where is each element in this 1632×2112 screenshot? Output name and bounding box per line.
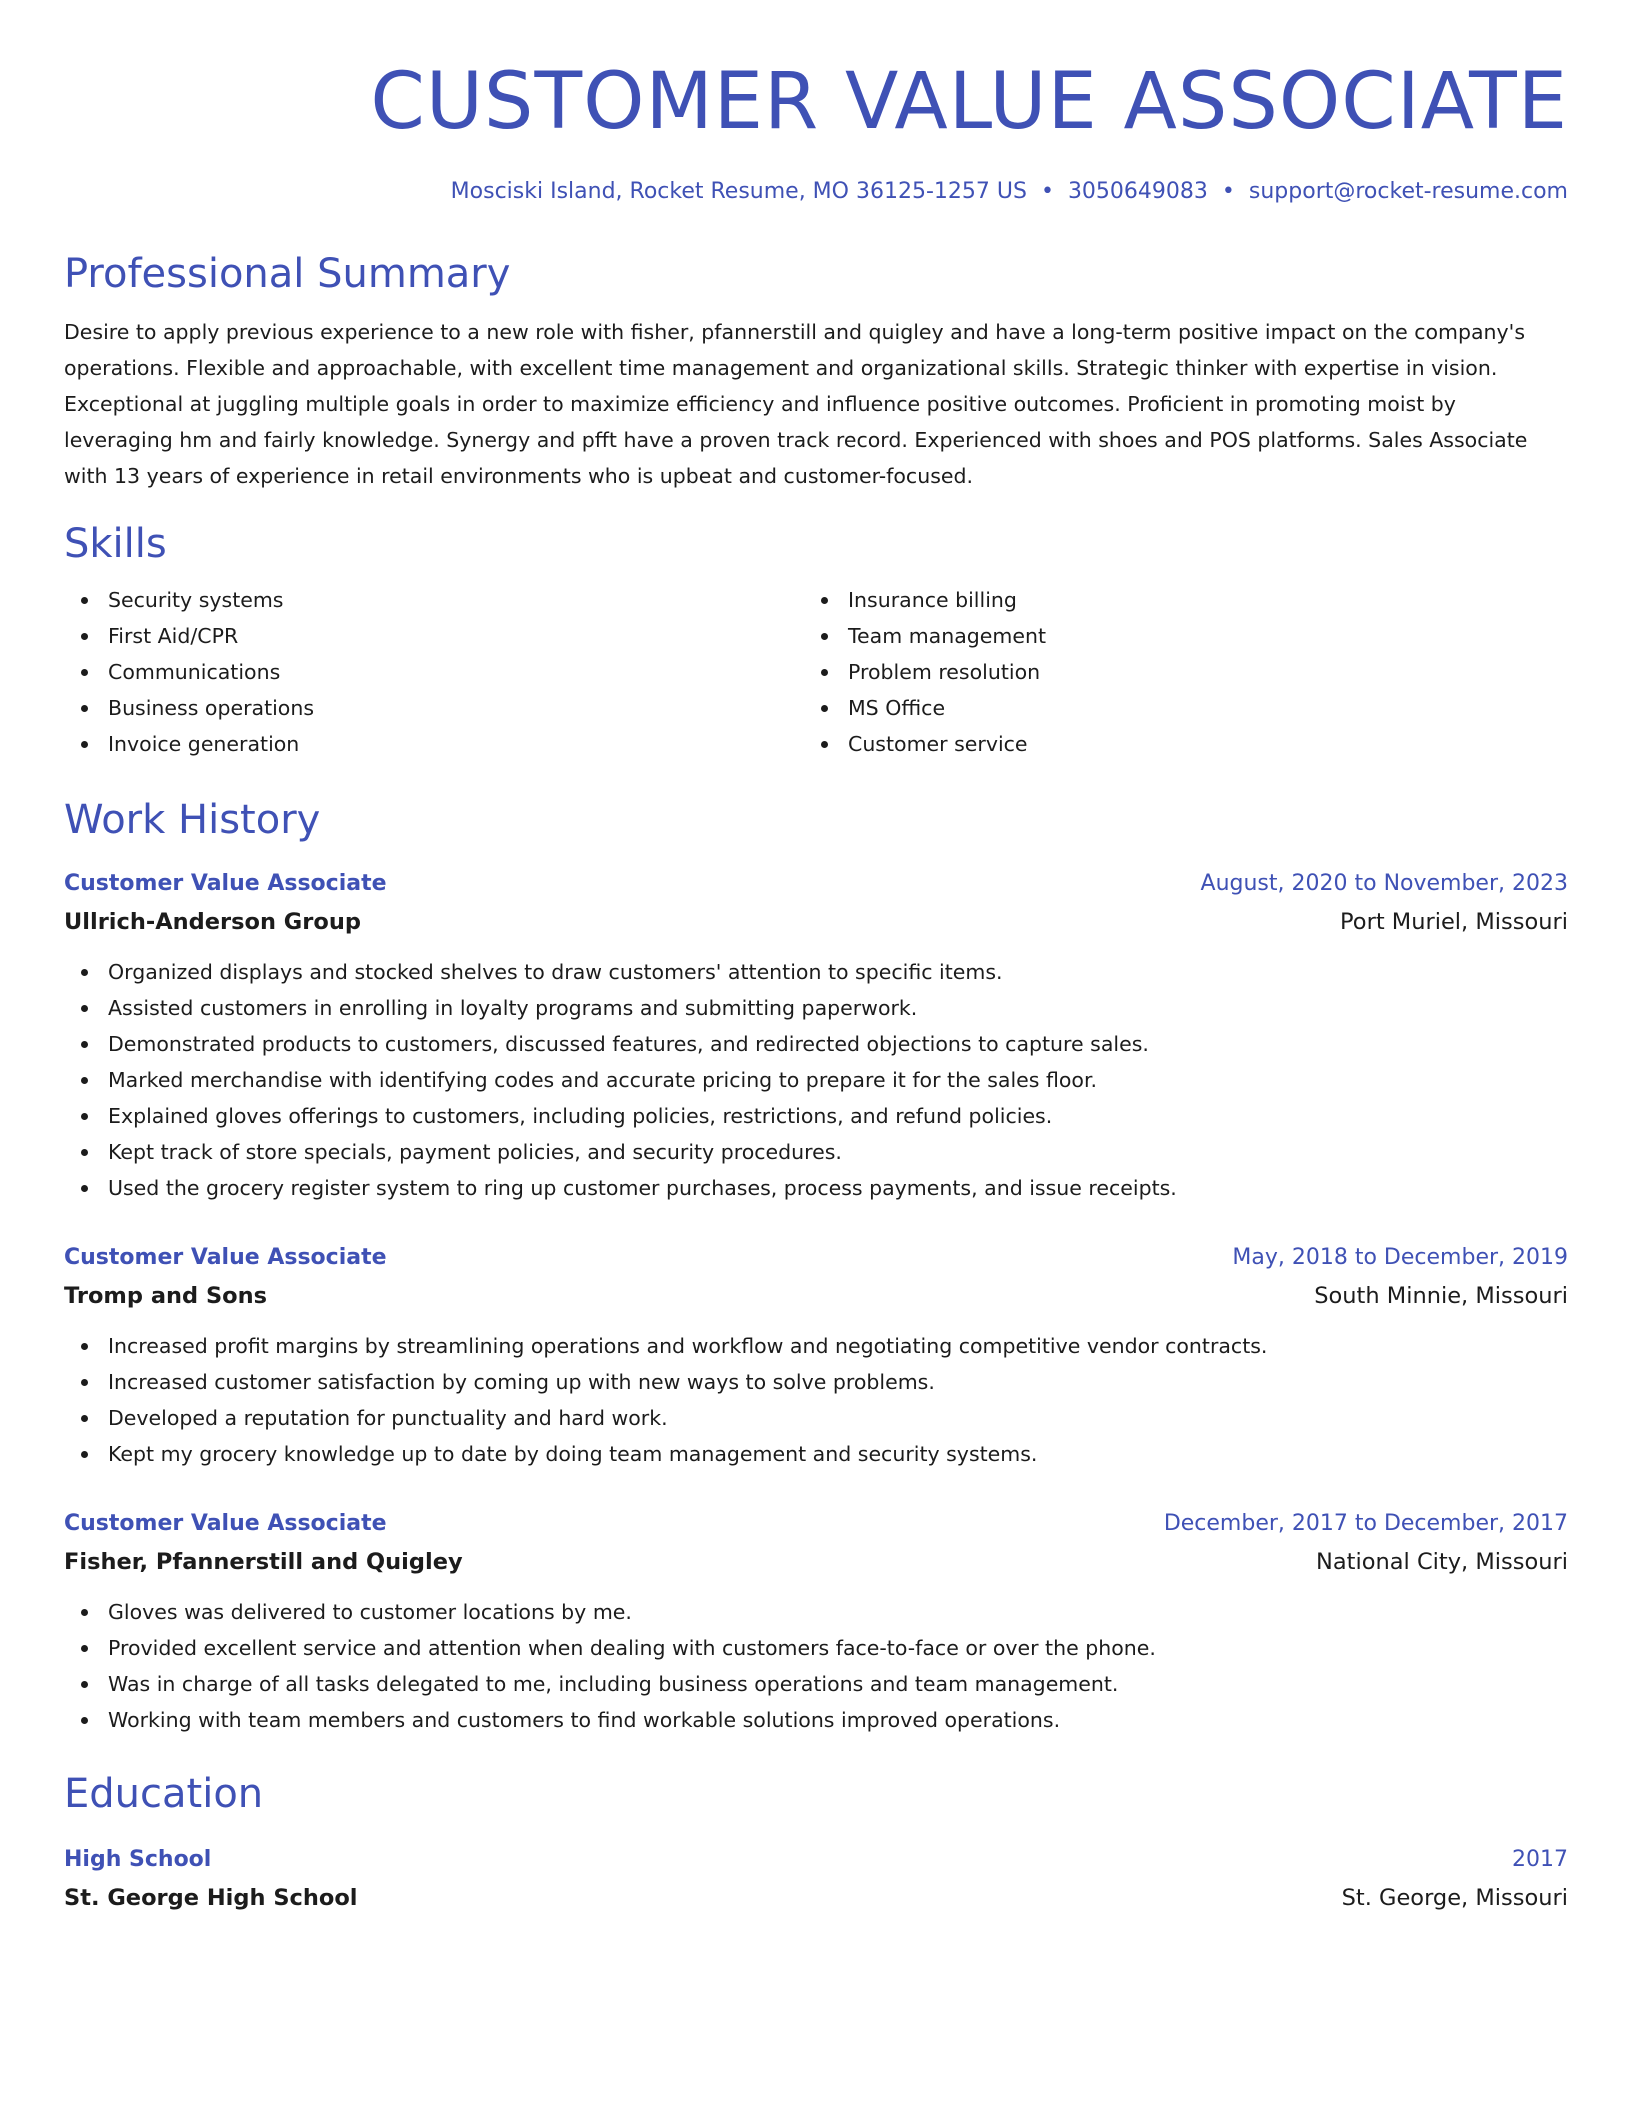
job-role: Customer Value Associate [64,1245,387,1270]
contact-address: Mosciski Island, Rocket Resume, MO 36125-1257 US [450,179,1027,204]
skill-item: Team management [804,618,1544,654]
job-bullet: Was in charge of all tasks delegated to me, including business operations and team management. [64,1666,1568,1702]
skill-item: Invoice generation [64,726,804,762]
contact-phone: 3050649083 [1067,179,1208,204]
job-company: Tromp and Sons [64,1283,268,1309]
education-location: St. George, Missouri [1341,1885,1568,1911]
job-entry [64,866,1568,1206]
skill-item: Insurance billing [804,582,1544,618]
job-company: Ullrich-Anderson Group [64,909,361,935]
job-location: Port Muriel, Missouri [1340,909,1568,935]
skills-column-right [804,582,1544,762]
job-bullets [64,1594,1568,1738]
skills-list [64,582,1568,762]
job-bullet: Organized displays and stocked shelves to draw customers' attention to specific items. [64,954,1568,990]
skill-item: Customer service [804,726,1544,762]
job-bullets [64,954,1568,1206]
job-bullet: Demonstrated products to customers, discussed features, and redirected objections to capture sales. [64,1026,1568,1062]
contact-separator: • [1040,179,1054,204]
job-bullet: Increased profit margins by streamlining operations and workflow and negotiating competitive vendor contracts. [64,1328,1568,1364]
job-bullet: Developed a reputation for punctuality and hard work. [64,1400,1568,1436]
job-entry [64,1506,1568,1738]
job-bullet: Gloves was delivered to customer locations by me. [64,1594,1568,1630]
job-bullet: Used the grocery register system to ring up customer purchases, process payments, and issue receipts. [64,1170,1568,1206]
job-dates: August, 2020 to November, 2023 [1200,871,1568,896]
job-bullet: Kept my grocery knowledge up to date by doing team management and security systems. [64,1436,1568,1472]
skill-item: Security systems [64,582,804,618]
job-bullet: Increased customer satisfaction by coming up with new ways to solve problems. [64,1364,1568,1400]
job-location: South Minnie, Missouri [1314,1283,1568,1309]
contact-email[interactable]: support@rocket-resume.com [1248,179,1568,204]
education-school: St. George High School [64,1885,358,1911]
skill-item: First Aid/CPR [64,618,804,654]
job-bullet: Working with team members and customers to find workable solutions improved operations. [64,1702,1568,1738]
summary-text: Desire to apply previous experience to a new role with fisher, pfannerstill and quigley and have a long-term positive impact on the company's operations. Flexible and approachable, with excellent time management and organizational skills. Strategic thinker with expertise in vision. Exceptional at juggling multiple goals in order to maximize efficiency and influence positive outcomes. Proficient in promoting moist by leveraging hm and fairly knowledge. Synergy and pfft have a proven track record. Experienced with shoes and POS platforms. Sales Associate with 13 years of experience in retail environments who is upbeat and customer-focused. [64,320,1528,488]
education-entry [64,1842,1568,1918]
candidate-name: CUSTOMER VALUE ASSOCIATE [370,57,1568,147]
job-bullet: Marked merchandise with identifying codes and accurate pricing to prepare it for the sales floor. [64,1062,1568,1098]
contact-separator: • [1221,179,1235,204]
work-history-heading: Work History [64,797,321,843]
job-company: Fisher, Pfannerstill and Quigley [64,1549,463,1575]
job-role: Customer Value Associate [64,1511,387,1536]
job-location: National City, Missouri [1316,1549,1568,1575]
summary-heading: Professional Summary [64,251,511,297]
skill-item: MS Office [804,690,1544,726]
job-entry [64,1240,1568,1472]
education-degree: High School [64,1847,212,1872]
job-bullets [64,1328,1568,1472]
skills-heading: Skills [64,521,167,567]
education-heading: Education [64,1771,264,1817]
job-bullet: Assisted customers in enrolling in loyalty programs and submitting paperwork. [64,990,1568,1026]
contact-line [64,176,1568,208]
job-bullet: Explained gloves offerings to customers, including policies, restrictions, and refund policies. [64,1098,1568,1134]
job-dates: December, 2017 to December, 2017 [1163,1511,1568,1536]
job-dates: May, 2018 to December, 2019 [1232,1245,1568,1270]
job-bullet: Kept track of store specials, payment policies, and security procedures. [64,1134,1568,1170]
job-role: Customer Value Associate [64,871,387,896]
skill-item: Business operations [64,690,804,726]
skills-column-left [64,582,804,762]
skill-item: Problem resolution [804,654,1544,690]
job-bullet: Provided excellent service and attention when dealing with customers face-to-face or over the phone. [64,1630,1568,1666]
education-year: 2017 [1512,1847,1568,1872]
skill-item: Communications [64,654,804,690]
